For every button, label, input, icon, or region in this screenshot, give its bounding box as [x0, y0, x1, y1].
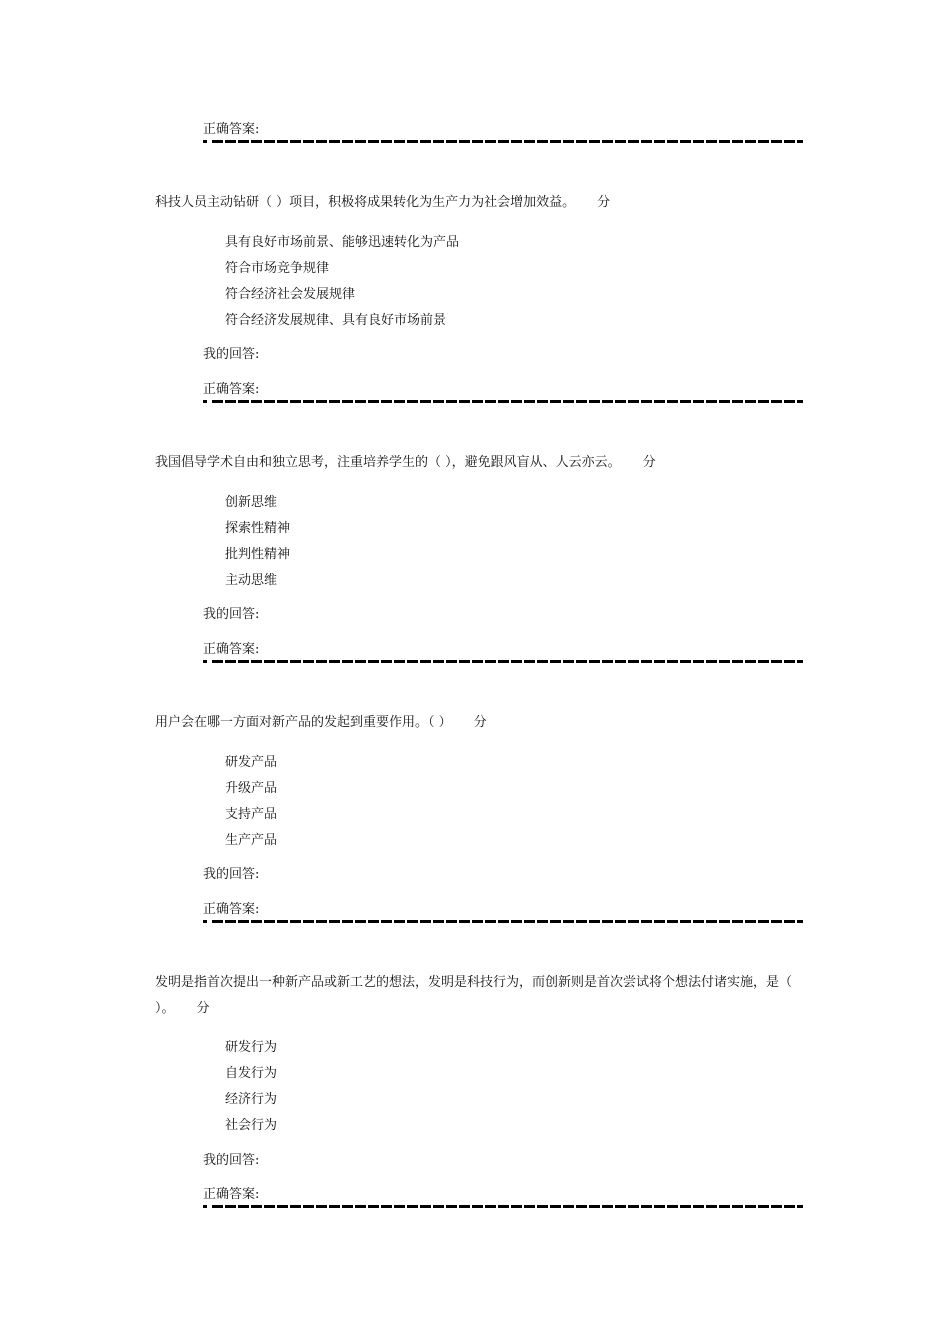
question-text: 科技人员主动钻研（ ）项目，积极将成果转化为生产力为社会增加效益。	[155, 195, 576, 210]
question-4	[155, 970, 805, 1022]
correct-answer-block-2	[203, 642, 803, 664]
score-label: 分	[597, 195, 611, 210]
correct-answer-label: 正确答案:	[203, 382, 260, 397]
question-text: 我国倡导学术自由和独立思考，注重培养学生的（ ），避免跟风盲从、人云亦云。	[155, 455, 621, 470]
score-label: 分	[473, 715, 487, 730]
question-text: 发明是指首次提出一种新产品或新工艺的想法，发明是科技行为，而创新则是首次尝试将个想法付诸实施，是（ ）。	[155, 975, 793, 1016]
my-answer-label: 我的回答:	[203, 1153, 260, 1168]
correct-answer-label: 正确答案:	[203, 1187, 260, 1202]
question-2	[155, 450, 805, 476]
option-2-d[interactable]: 主动思维	[225, 573, 278, 588]
score-label: 分	[196, 1001, 210, 1016]
option-3-a[interactable]: 研发产品	[225, 755, 278, 770]
answer-underline	[203, 399, 803, 404]
option-3-d[interactable]: 生产产品	[225, 833, 278, 848]
option-1-c[interactable]: 符合经济社会发展规律	[225, 287, 356, 302]
option-3-b[interactable]: 升级产品	[225, 781, 278, 796]
option-1-d[interactable]: 符合经济发展规律、具有良好市场前景	[225, 313, 447, 328]
score-label: 分	[642, 455, 656, 470]
question-1	[155, 190, 805, 216]
my-answer-label: 我的回答:	[203, 347, 260, 362]
option-2-a[interactable]: 创新思维	[225, 495, 278, 510]
my-answer-label: 我的回答:	[203, 867, 260, 882]
option-4-d[interactable]: 社会行为	[225, 1118, 278, 1133]
correct-answer-block-4	[203, 1187, 803, 1209]
correct-answer-label: 正确答案:	[203, 642, 260, 657]
option-2-c[interactable]: 批判性精神	[225, 547, 291, 562]
correct-answer-block-0	[203, 122, 803, 144]
answer-underline	[203, 1204, 803, 1209]
correct-answer-block-3	[203, 902, 803, 924]
correct-answer-label: 正确答案:	[203, 122, 260, 137]
answer-underline	[203, 919, 803, 924]
correct-answer-label: 正确答案:	[203, 902, 260, 917]
question-text: 用户会在哪一方面对新产品的发起到重要作用。（ ）	[155, 715, 452, 730]
option-1-b[interactable]: 符合市场竞争规律	[225, 261, 330, 276]
my-answer-label: 我的回答:	[203, 607, 260, 622]
option-3-c[interactable]: 支持产品	[225, 807, 278, 822]
option-4-c[interactable]: 经济行为	[225, 1092, 278, 1107]
option-2-b[interactable]: 探索性精神	[225, 521, 291, 536]
answer-underline	[203, 659, 803, 664]
option-1-a[interactable]: 具有良好市场前景、能够迅速转化为产品	[225, 235, 460, 250]
answer-underline	[203, 139, 803, 144]
correct-answer-block-1	[203, 382, 803, 404]
question-3	[155, 710, 805, 736]
option-4-a[interactable]: 研发行为	[225, 1040, 278, 1055]
option-4-b[interactable]: 自发行为	[225, 1066, 278, 1081]
